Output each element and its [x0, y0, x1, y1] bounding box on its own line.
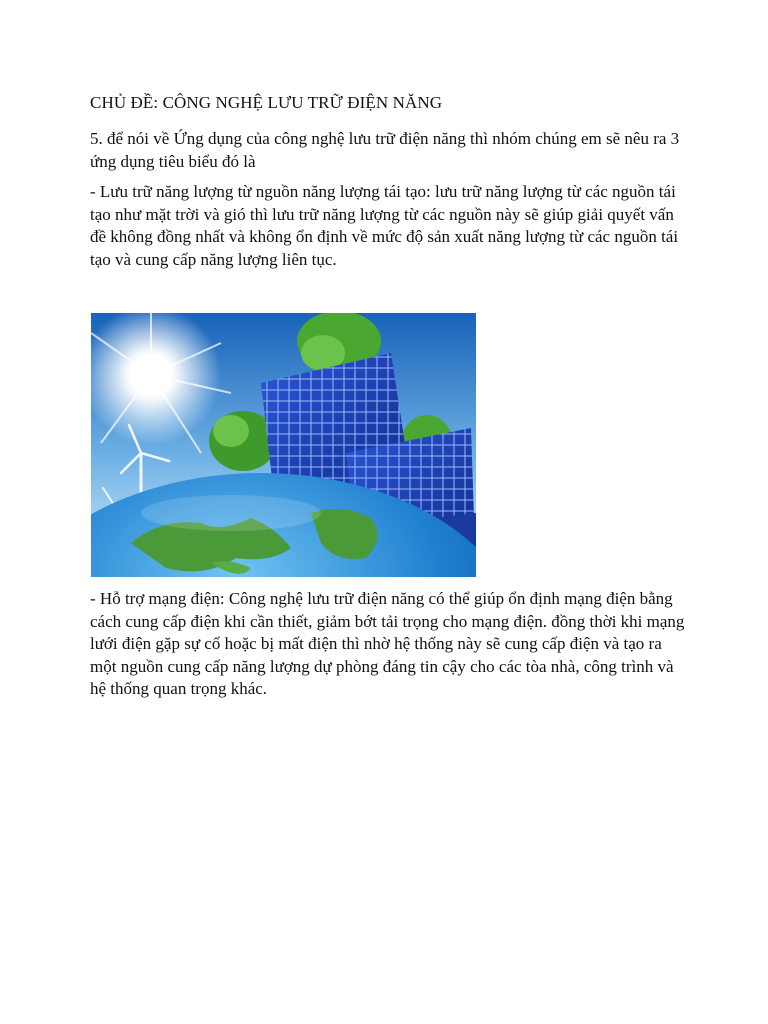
solar-energy-illustration: [91, 313, 476, 577]
intro-paragraph: 5. để nói về Ứng dụng của công nghệ lưu trữ điện năng thì nhóm chúng em sẽ nêu ra 3 ứng dụng tiêu biểu đó là: [90, 129, 680, 171]
renewable-storage-paragraph: - Lưu trữ năng lượng từ nguồn năng lượng tái tạo: lưu trữ năng lượng từ các nguồn tái tạo như mặt trời và gió thì lưu trữ năng lượng từ các nguồn này sẽ giúp giải quyết vấn đề không đồng nhất và không ổn định về mức độ sản xuất năng lượng từ các nguồn tái tạo và cung cấp năng lượng liên tục.: [90, 182, 679, 269]
solar-energy-svg: [91, 313, 476, 577]
document-title: CHỦ ĐỀ: CÔNG NGHỆ LƯU TRỮ ĐIỆN NĂNG: [90, 93, 443, 112]
grid-support-paragraph: - Hỗ trợ mạng điện: Công nghệ lưu trữ điện năng có thể giúp ổn định mạng điện bằng cách cung cấp điện khi cần thiết, giảm bớt tải trọng cho mạng điện. đồng thời khi mạng lưới điện gặp sự cố hoặc bị mất điện thì nhờ hệ thống này sẽ cung cấp điện và tạo ra một nguồn cung cấp năng lượng dự phòng đáng tin cậy cho các tòa nhà, công trình và hệ thống quan trọng khác.: [90, 589, 685, 698]
